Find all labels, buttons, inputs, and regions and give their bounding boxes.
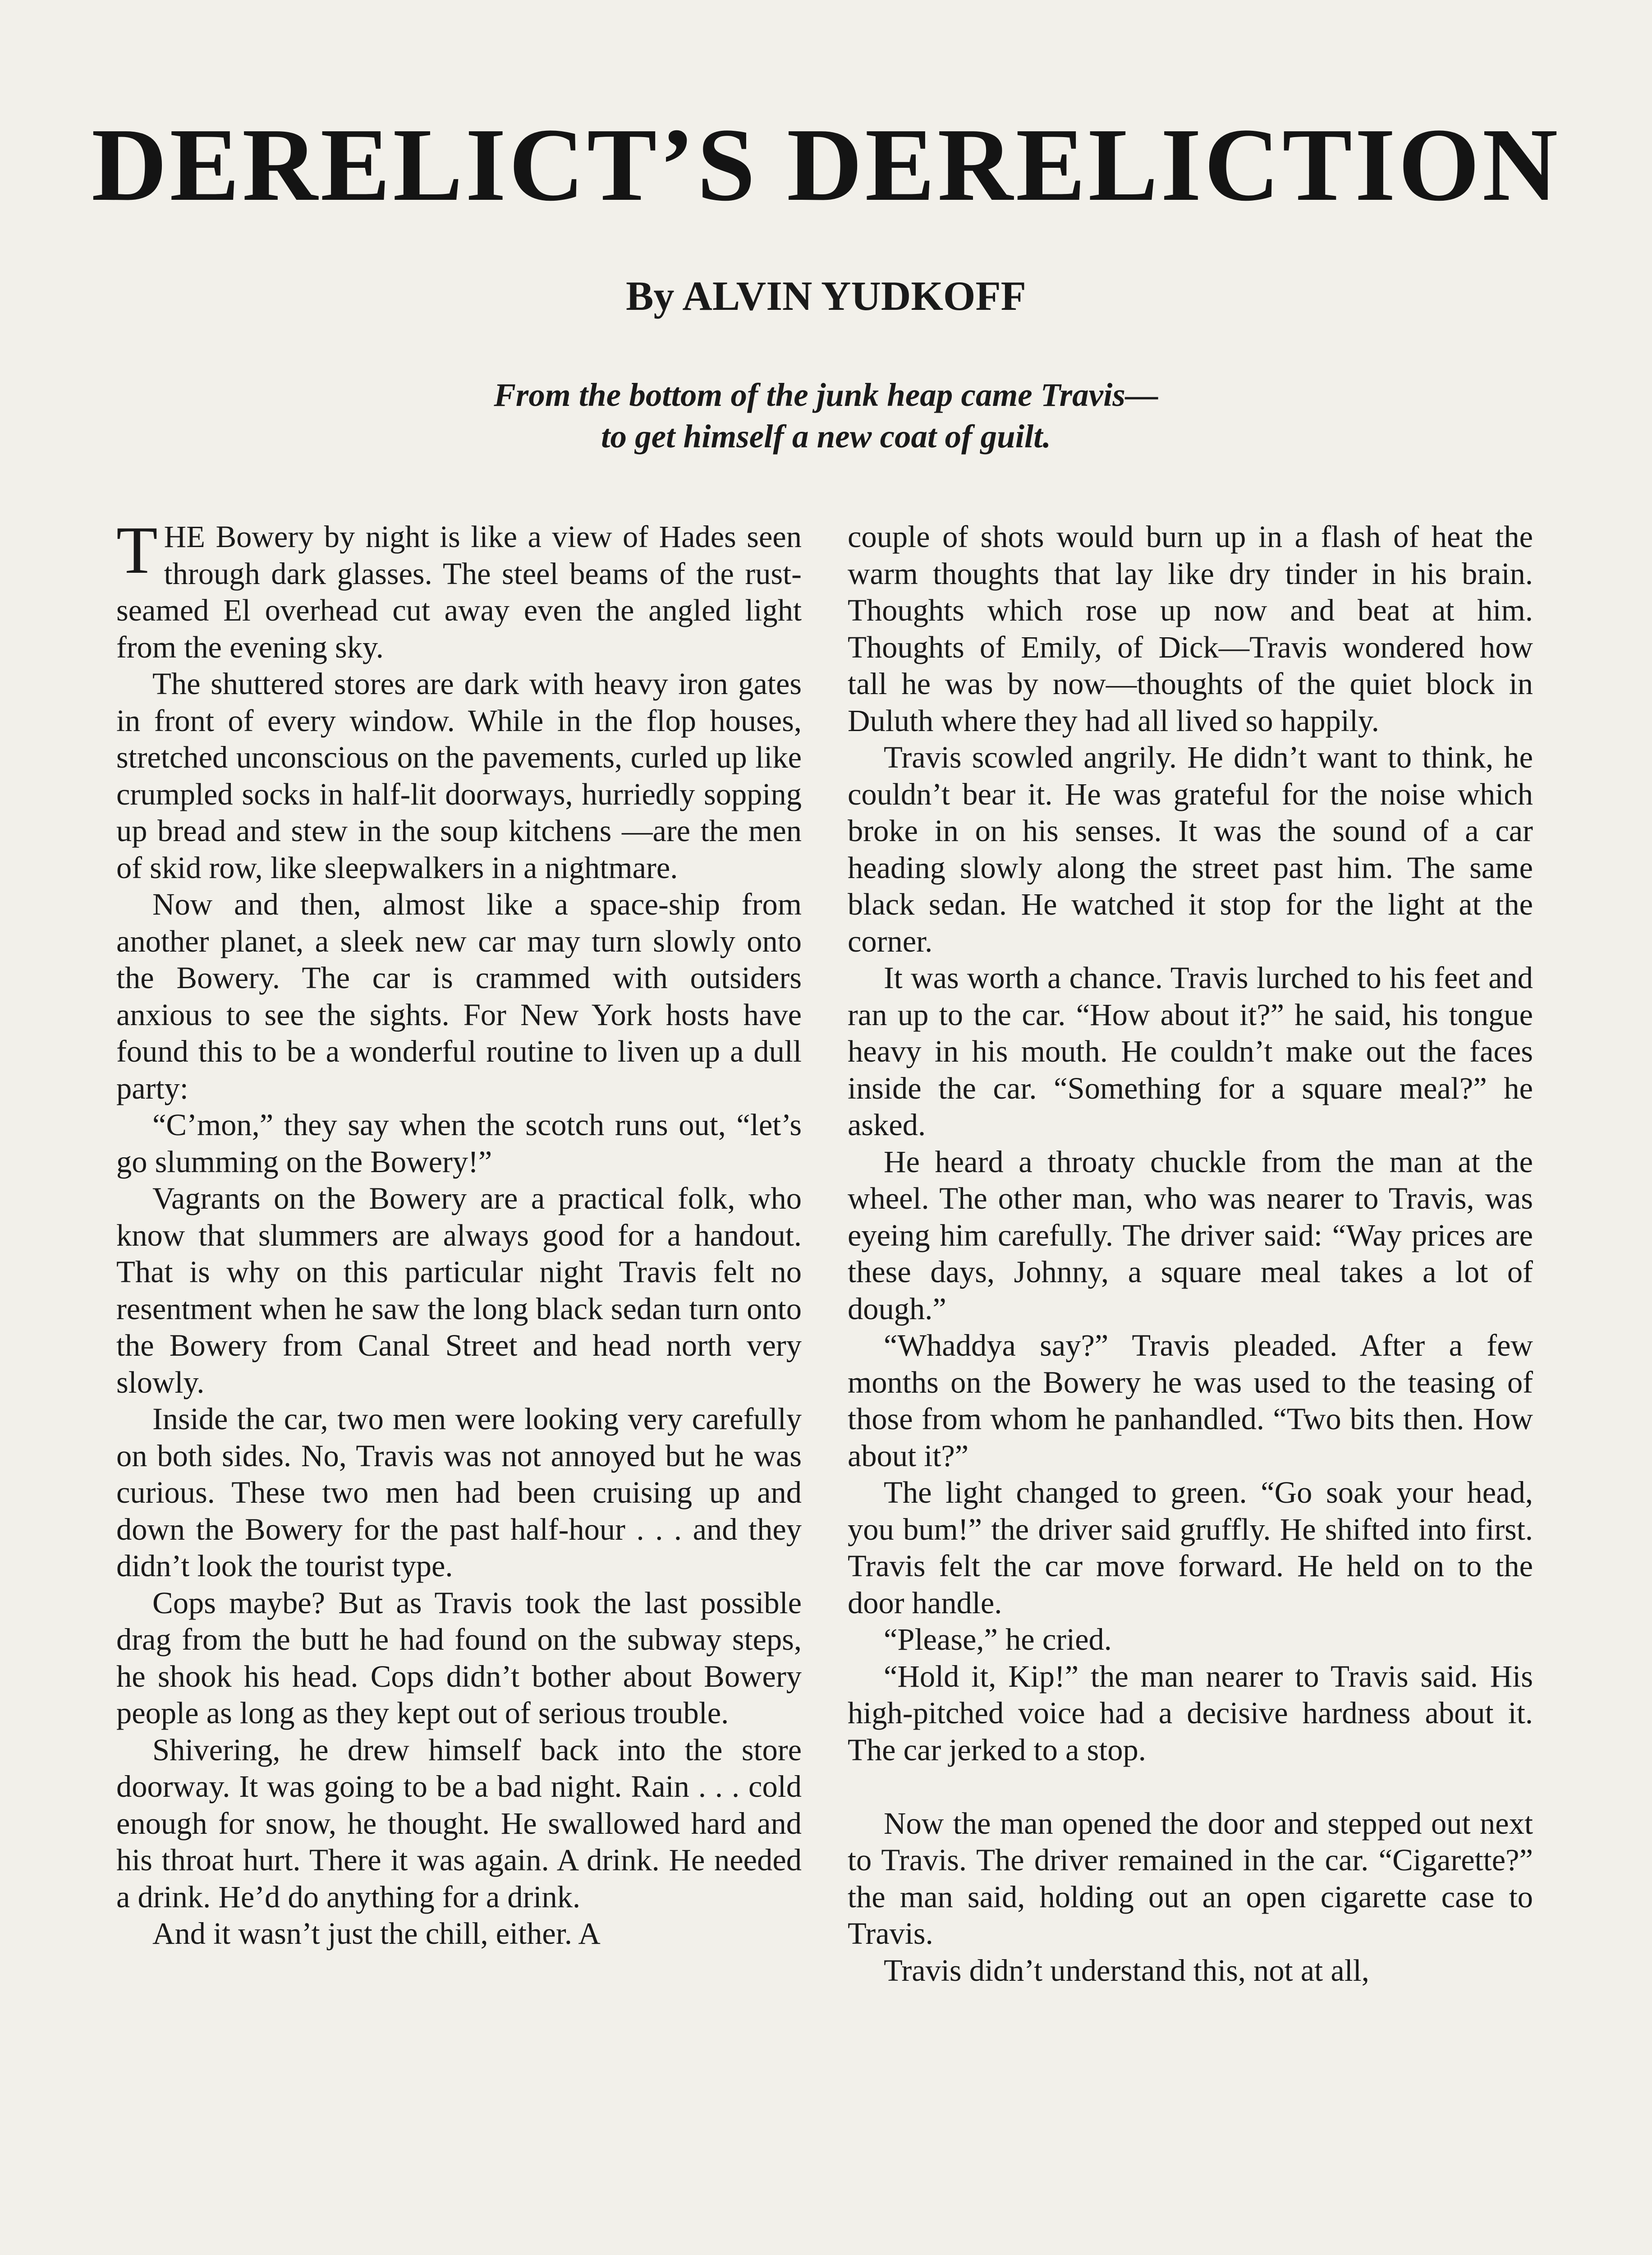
paragraph: Travis scowled angrily. He didn’t want to think, he couldn’t bear it. He was grateful for the noise which broke in on his senses. It was the sound of a car heading slowly along the street past him. The same black sedan. He watched it stop for the light at the corner. — [848, 740, 1533, 958]
paragraph: couple of shots would burn up in a flash of heat the warm thoughts that lay like dry tinder in his brain. Thoughts which rose up now and beat at him. Thoughts of Emily, of Dick—Travis wondered how tall he was by now—thoughts of the quiet block in Duluth where they had all lived so happily. — [848, 520, 1533, 738]
paragraph: He heard a throaty chuckle from the man at the wheel. The other man, who was nearer to Travis, was eyeing him carefully. The driver said: “Way prices are these days, Johnny, a square meal takes a lot of dough.” — [848, 1144, 1533, 1326]
byline: By ALVIN YUDKOFF — [626, 273, 1026, 319]
paragraph: “Please,” he cried. — [884, 1622, 1112, 1657]
paragraph — [116, 513, 802, 666]
paragraph: Now the man opened the door and stepped out next to Travis. The driver remained in the car. “Cigarette?” the man said, holding out an open cigarette case to Travis. — [848, 1806, 1533, 1951]
paragraph: And it wasn’t just the chill, either. A — [152, 1916, 601, 1951]
paragraph: The shuttered stores are dark with heavy iron gates in front of every window. While in the flop houses, stretched unconscious on the pavements, curled up like crumpled socks in half-lit doorways, hurriedly sopping up bread and stew in the soup kitchens —are the men of skid row, like sleepwalkers in a nightmare. — [116, 667, 802, 885]
paragraph: Travis didn’t understand this, not at all, — [884, 1953, 1369, 1988]
story-title: DERELICT’S DERELICTION — [91, 107, 1561, 223]
paragraph: “Whaddya say?” Travis pleaded. After a few months on the Bowery he was used to the teasing of those from whom he panhandled. “Two bits then. How about it?” — [848, 1328, 1533, 1473]
paragraph: Vagrants on the Bowery are a practical folk, who know that slummers are always good for a handout. That is why on this particular night Travis felt no resentment when he saw the long black sedan turn onto the Bowery from Canal Street and head north very slowly. — [116, 1181, 802, 1399]
left-column — [116, 513, 802, 1952]
paragraph: “Hold it, Kip!” the man nearer to Travis said. His high-pitched voice had a decisive hardness about it. The car jerked to a stop. — [848, 1659, 1533, 1767]
paragraph: Inside the car, two men were looking very carefully on both sides. No, Travis was not annoyed but he was curious. These two men had been cruising up and down the Bowery for the past half-hour . . . and they didn’t look the tourist type. — [116, 1402, 802, 1583]
drop-cap: T — [116, 513, 158, 588]
story-blurb — [0, 374, 1652, 457]
right-column — [848, 519, 1533, 1989]
paragraph: “C’mon,” they say when the scotch runs out, “let’s go slumming on the Bowery!” — [116, 1108, 802, 1179]
blurb-line-1: From the bottom of the junk heap came Travis— — [494, 377, 1158, 413]
blurb-line-2: to get himself a new coat of guilt. — [601, 418, 1051, 455]
paragraph: Now and then, almost like a space-ship from another planet, a sleek new car may turn slowly onto the Bowery. The car is crammed with outsiders anxious to see the sights. For New York hosts have found this to be a wonderful routine to liven up a dull party: — [116, 887, 802, 1105]
paragraph: Shivering, he drew himself back into the store doorway. It was going to be a bad night. Rain . . . cold enough for snow, he thought. He swallowed hard and his throat hurt. There it was again. A drink. He needed a drink. He’d do anything for a drink. — [116, 1732, 802, 1914]
paragraph: The light changed to green. “Go soak your head, you bum!” the driver said gruffly. He shifted into first. Travis felt the car move forward. He held on to the door handle. — [848, 1475, 1533, 1620]
paragraph: It was worth a chance. Travis lurched to his feet and ran up to the car. “How about it?” he said, his tongue heavy in his mouth. He couldn’t make out the faces inside the car. “Something for a square meal?” he asked. — [848, 961, 1533, 1142]
paragraph-text: HE Bowery by night is like a view of Hades seen through dark glasses. The steel beams of the rust-seamed El overhead cut away even the angled light from the evening sky. — [116, 520, 802, 664]
paragraph: Cops maybe? But as Travis took the last possible drag from the butt he had found on the subway steps, he shook his head. Cops didn’t bother about Bowery people as long as they kept out of serious trouble. — [116, 1585, 802, 1730]
